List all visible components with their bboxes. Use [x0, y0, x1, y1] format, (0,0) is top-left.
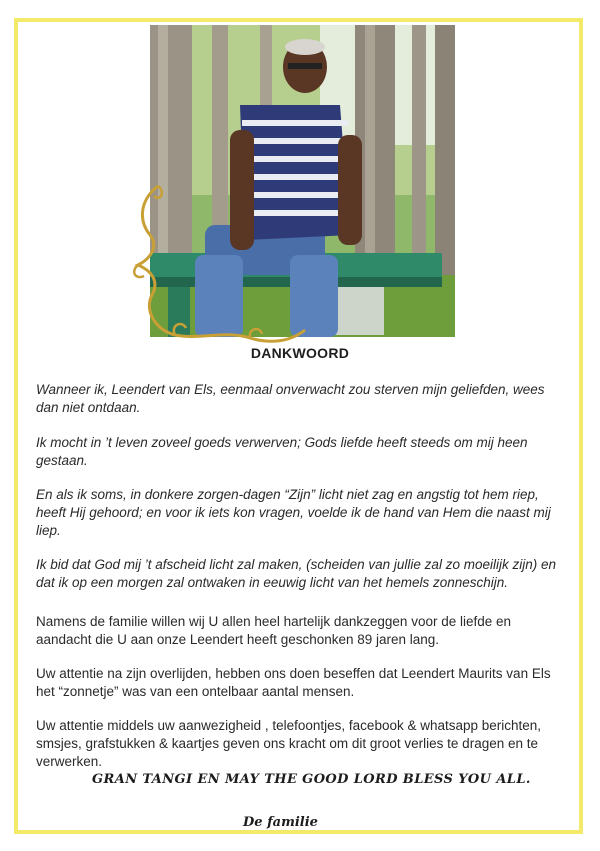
closing-blessing: GRAN TANGI EN MAY THE GOOD LORD BLESS YOU ALL.	[92, 772, 531, 787]
family-signature: De familie	[243, 815, 318, 830]
thanks-paragraph-2: Uw attentie na zijn overlijden, hebben ons doen beseffen dat Leendert Maurits van Els het “zonnetje” was van een ontelbaar aantal mensen.	[36, 666, 551, 699]
poem-stanza-4: Ik bid dat God mij ’t afscheid licht zal maken, (scheiden van jullie zal zo moeilijk zijn) en dat ik op een morgen zal ontwaken in eeuwig licht van het hemels zonneschijn.	[36, 557, 556, 590]
poem-stanza-3: En als ik soms, in donkere zorgen-dagen “Zijn” licht niet zag en angstig tot hem riep, heeft Hij gehoord; en voor ik iets kon vragen, voelde ik de hand van Hem die naast mij liep.	[36, 487, 551, 538]
page-title: DANKWOORD	[250, 345, 350, 361]
thanks-paragraph-3: Uw attentie middels uw aanwezigheid , telefoontjes, facebook & whatsapp berichten, smsjes, grafstukken & kaartjes geven ons kracht om dit groot verlies te dragen en te verwerken.	[36, 718, 542, 769]
poem-stanza-2: Ik mocht in ’t leven zoveel goeds verwerven; Gods liefde heeft steeds om mij heen gestaan.	[36, 435, 528, 468]
poem-stanza-1: Wanneer ik, Leendert van Els, eenmaal onverwacht zou sterven mijn geliefden, wees dan niet ontdaan.	[36, 382, 545, 415]
thanks-paragraph-1: Namens de familie willen wij U allen heel hartelijk dankzeggen voor de liefde en aandacht die U aan onze Leendert heeft geschonken 89 jaren lang.	[36, 614, 512, 647]
portrait-photo	[150, 25, 455, 337]
